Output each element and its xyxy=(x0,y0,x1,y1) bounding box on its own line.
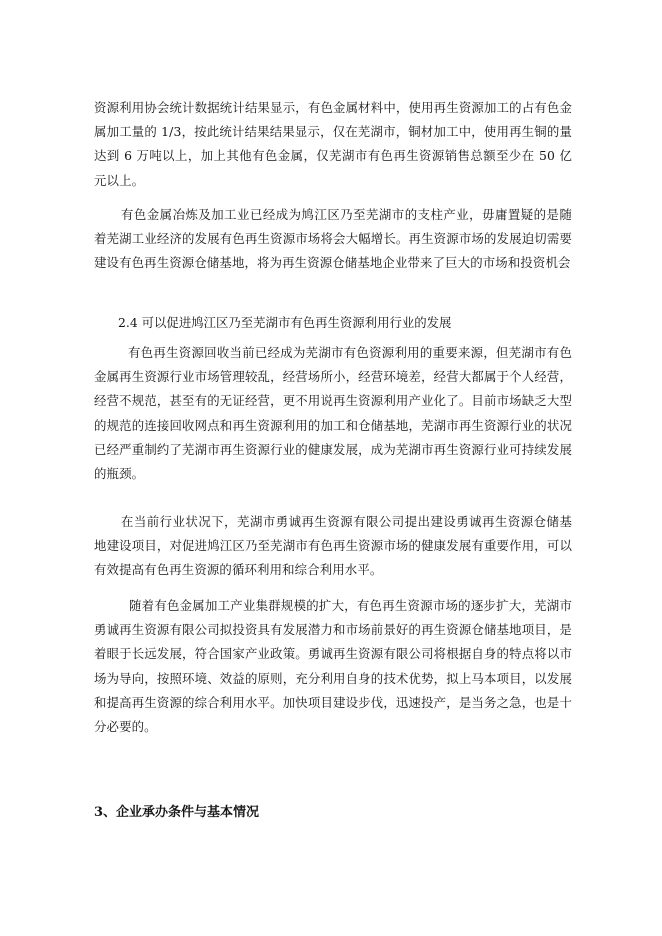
paragraph-market-status: 有色再生资源回收当前已经成为芜湖市有色资源利用的重要来源，但芜湖市有色金属再生资源行业市场管理较乱，经营场所小，经营环境差，经营大都属于个人经营，经营不规范，甚至有的无证经营，更不用说再生资源利用产业化了。目前市场缺乏大型的规范的连接回收网点和再生资源利用的加工和仓储基地，芜湖市再生资源行业的状况已经严重制约了芜湖市再生资源行业的健康发展，成为芜湖市再生资源行业可持续发展的瓶颈。 xyxy=(94,345,572,482)
paragraph-industry-growth: 有色金属冶炼及加工业已经成为鸠江区乃至芜湖市的支柱产业，毋庸置疑的是随着芜湖工业经济的发展有色再生资源市场将会大幅增长。再生资源市场的发展迫切需要建设有色再生资源仓储基地，将为再生资源仓储基地企业带来了巨大的市场和投资机会 xyxy=(94,207,572,271)
paragraph-statistics: 资源利用协会统计数据统计结果显示，有色金属材料中，使用再生资源加工的占有色金属加工量的 1/3，按此统计结果结果显示，仅在芜湖市，铜材加工中，使用再生铜的量达到 6 万吨以上，加上其他有色金属，仅芜湖市有色再生资源销售总额至少在 50 亿元以上。 xyxy=(94,100,572,188)
paragraph-project-proposal: 在当前行业状况下，芜湖市勇诚再生资源有限公司提出建设勇诚再生资源仓储基地建设项目，对促进鸠江区乃至芜湖市有色再生资源市场的健康发展有重要作用，可以有效提高有色再生资源的循环利用和综合利用水平。 xyxy=(94,514,572,578)
paragraph-project-necessity: 随着有色金属加工产业集群规模的扩大，有色再生资源市场的逐步扩大，芜湖市勇诚再生资源有限公司拟投资具有发展潜力和市场前景好的再生资源仓储基地项目，是着眼于长远发展，符合国家产业政策。勇诚再生资源有限公司将根据自身的特点将以市场为导向，按照环境、效益的原则，充分利用自身的技术优势，拟上马本项目，以发展和提高再生资源的综合利用水平。加快项目建设步伐，迅速投产，是当务之急，也是十分必要的。 xyxy=(94,598,572,735)
subsection-heading: 2.4 可以促进鸠江区乃至芜湖市有色再生资源利用行业的发展 xyxy=(118,315,452,330)
section-heading: 3、企业承办条件与基本情况 xyxy=(94,805,260,820)
